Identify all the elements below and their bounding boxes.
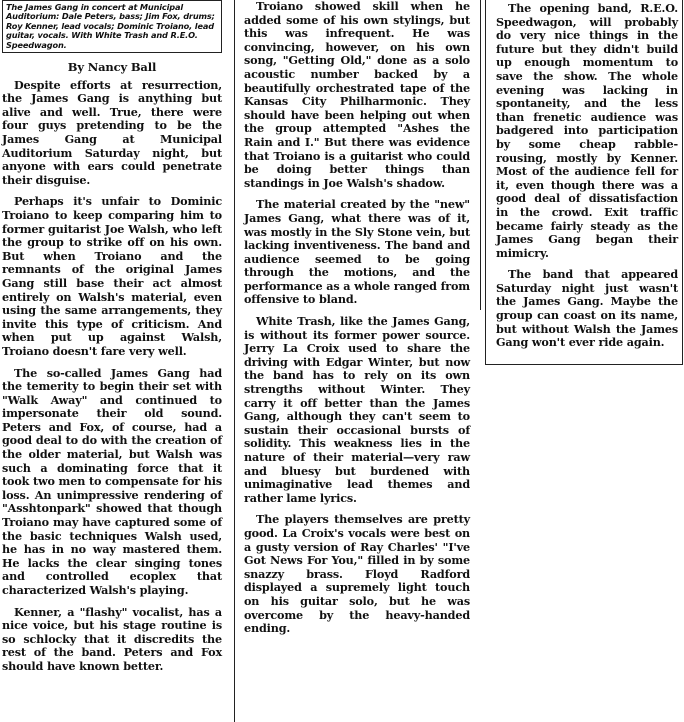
paragraph: The opening band, R.E.O. Speedwagon, will probably do very nice things in the future but they didn't build up enough momentum to save the show. The whole evening was lacking in spontaneity, and the less than frenetic audience was badgered into participation by some cheap rabble-rousing, mostly by Kenner. Most of the audience fell for it, even though there was a good deal of dissatisfaction in the crowd. Exit traffic became fairly steady as the James Gang began their mimicry. bbox=[496, 1, 678, 260]
paragraph: The so-called James Gang had the temerity to begin their set with "Walk Away" and continued to impersonate their old sound. Peters and Fox, of course, had a good deal to do with the creation of the older material, but Walsh was such a dominating force that it took two men to compensate for his loss. An unimpressive rendering of "Asshtonpark" showed that though Troiano may have captured some of the basic techniques Walsh used, he has in no way mastered them. He lacks the clear singing tones and controlled ecoplex that characterized Walsh's playing. bbox=[2, 365, 222, 597]
article-column-1 bbox=[2, 0, 222, 682]
photo-caption: The James Gang in concert at Municipal Auditorium: Dale Peters, bass; Jim Fox, drums; Roy Kenner, lead vocals; Dominic Troiano, lead guitar, vocals. With White Trash and R.E.O. Speedwagon. bbox=[2, 0, 222, 53]
paragraph: Perhaps it's unfair to Dominic Troiano to keep comparing him to former guitarist Joe Walsh, who left the group to strike off on his own. But when Troiano and the remnants of the original James Gang still base their act almost entirely on Walsh's material, even using the same arrangements, they invite this type of criticism. And when put up against Walsh, Troiano doesn't fare very well. bbox=[2, 194, 222, 358]
article-column-3 bbox=[489, 0, 683, 365]
paragraph: Kenner, a "flashy" vocalist, has a nice voice, but his stage routine is so schlocky that it discredits the rest of the band. Peters and Fox should have known better. bbox=[2, 604, 222, 673]
byline: By Nancy Ball bbox=[67, 60, 157, 75]
paragraph: Troiano showed skill when he added some of his own stylings, but this was infrequent. He was convincing, however, on his own song, "Getting Old," done as a solo acoustic number backed by a beautifully orchestrated tape of the Kansas City Philharmonic. They should have been helping out when the group attempted "Ashes the Rain and I." But there was evidence that Troiano is a guitarist who could be doing better things than standings in Joe Walsh's shadow. bbox=[244, 0, 470, 190]
column-rule bbox=[234, 0, 235, 722]
paragraph: Despite efforts at resurrection, the James Gang is anything but alive and well. True, there were four guys pretending to be the James Gang at Municipal Auditorium Saturday night, but anyone with ears could penetrate their disguise. bbox=[2, 77, 222, 187]
paragraph: The players themselves are pretty good. La Croix's vocals were best on a gusty version of Ray Charles' "I've Got News For You," filled in by some snazzy brass. Floyd Radford displayed a supremely light touch on his guitar solo, but he was overcome by the heavy-handed ending. bbox=[244, 512, 470, 636]
column-3-box bbox=[485, 0, 683, 365]
article-column-2 bbox=[244, 0, 470, 644]
paragraph: The material created by the "new" James Gang, what there was of it, was mostly in the Sly Stone vein, but lacking inventiveness. The band and audience seemed to be going through the motions, and the performance as a whole ranged from offensive to bland. bbox=[244, 197, 470, 307]
column-rule bbox=[480, 0, 481, 310]
paragraph: The band that appeared Saturday night just wasn't the James Gang. Maybe the group can coast on its name, but without Walsh the James Gang won't ever ride again. bbox=[496, 267, 678, 350]
paragraph: White Trash, like the James Gang, is without its former power source. Jerry La Croix used to share the driving with Edgar Winter, but now the band has to rely on its own strengths without Winter. They carry it off better than the James Gang, although they can't seem to sustain their occasional bursts of solidity. This weakness lies in the nature of their material—very raw and bluesy but burdened with unimaginative lead themes and rather lame lyrics. bbox=[244, 314, 470, 505]
